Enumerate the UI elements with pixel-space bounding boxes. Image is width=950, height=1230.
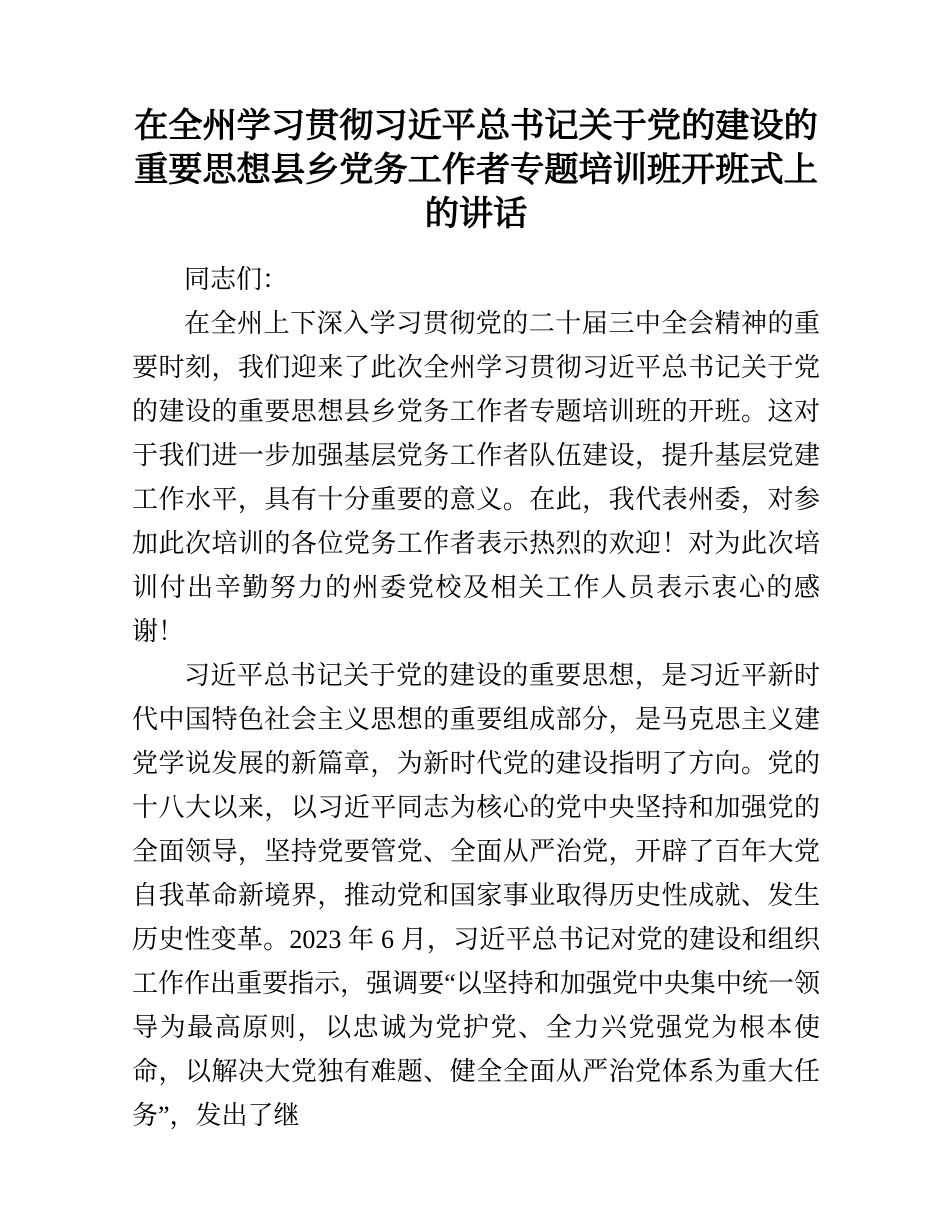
body-paragraph-1: 在全州上下深入学习贯彻党的二十届三中全会精神的重要时刻，我们迎来了此次全州学习贯彻习近平总书记关于党的建设的重要思想县乡党务工作者专题培训班的开班。这对于我们进一步加强基层党务工作者队伍建设，提升基层党建工作水平，具有十分重要的意义。在此，我代表州委，对参加此次培训的各位党务工作者表示热烈的欢迎！对为此次培训付出辛勤努力的州委党校及相关工作人员表示衷心的感谢！ <box>132 309 820 646</box>
salutation-line: 同志们： <box>184 265 289 294</box>
document-body <box>132 0 820 1138</box>
body-paragraph-2: 习近平总书记关于党的建设的重要思想，是习近平新时代中国特色社会主义思想的重要组成部分，是马克思主义建党学说发展的新篇章，为新时代党的建设指明了方向。党的十八大以来，以习近平同志为核心的党中央坚持和加强党的全面领导，坚持党要管党、全面从严治党，开辟了百年大党自我革命新境界，推动党和国家事业取得历史性成就、发生历史性变革。2023 年 6 月，习近平总书记对党的建设和组织工作作出重要指示，强调要“以坚持和加强党中央集中统一领导为最高原则，以忠诚为党护党、全力兴党强党为根本使命，以解决大党独有难题、健全全面从严治党体系为重大任务”，发出了继 <box>132 661 820 1130</box>
page-title: 在全州学习贯彻习近平总书记关于党的建设的重要思想县乡党务工作者专题培训班开班式上的讲话 <box>134 107 818 233</box>
